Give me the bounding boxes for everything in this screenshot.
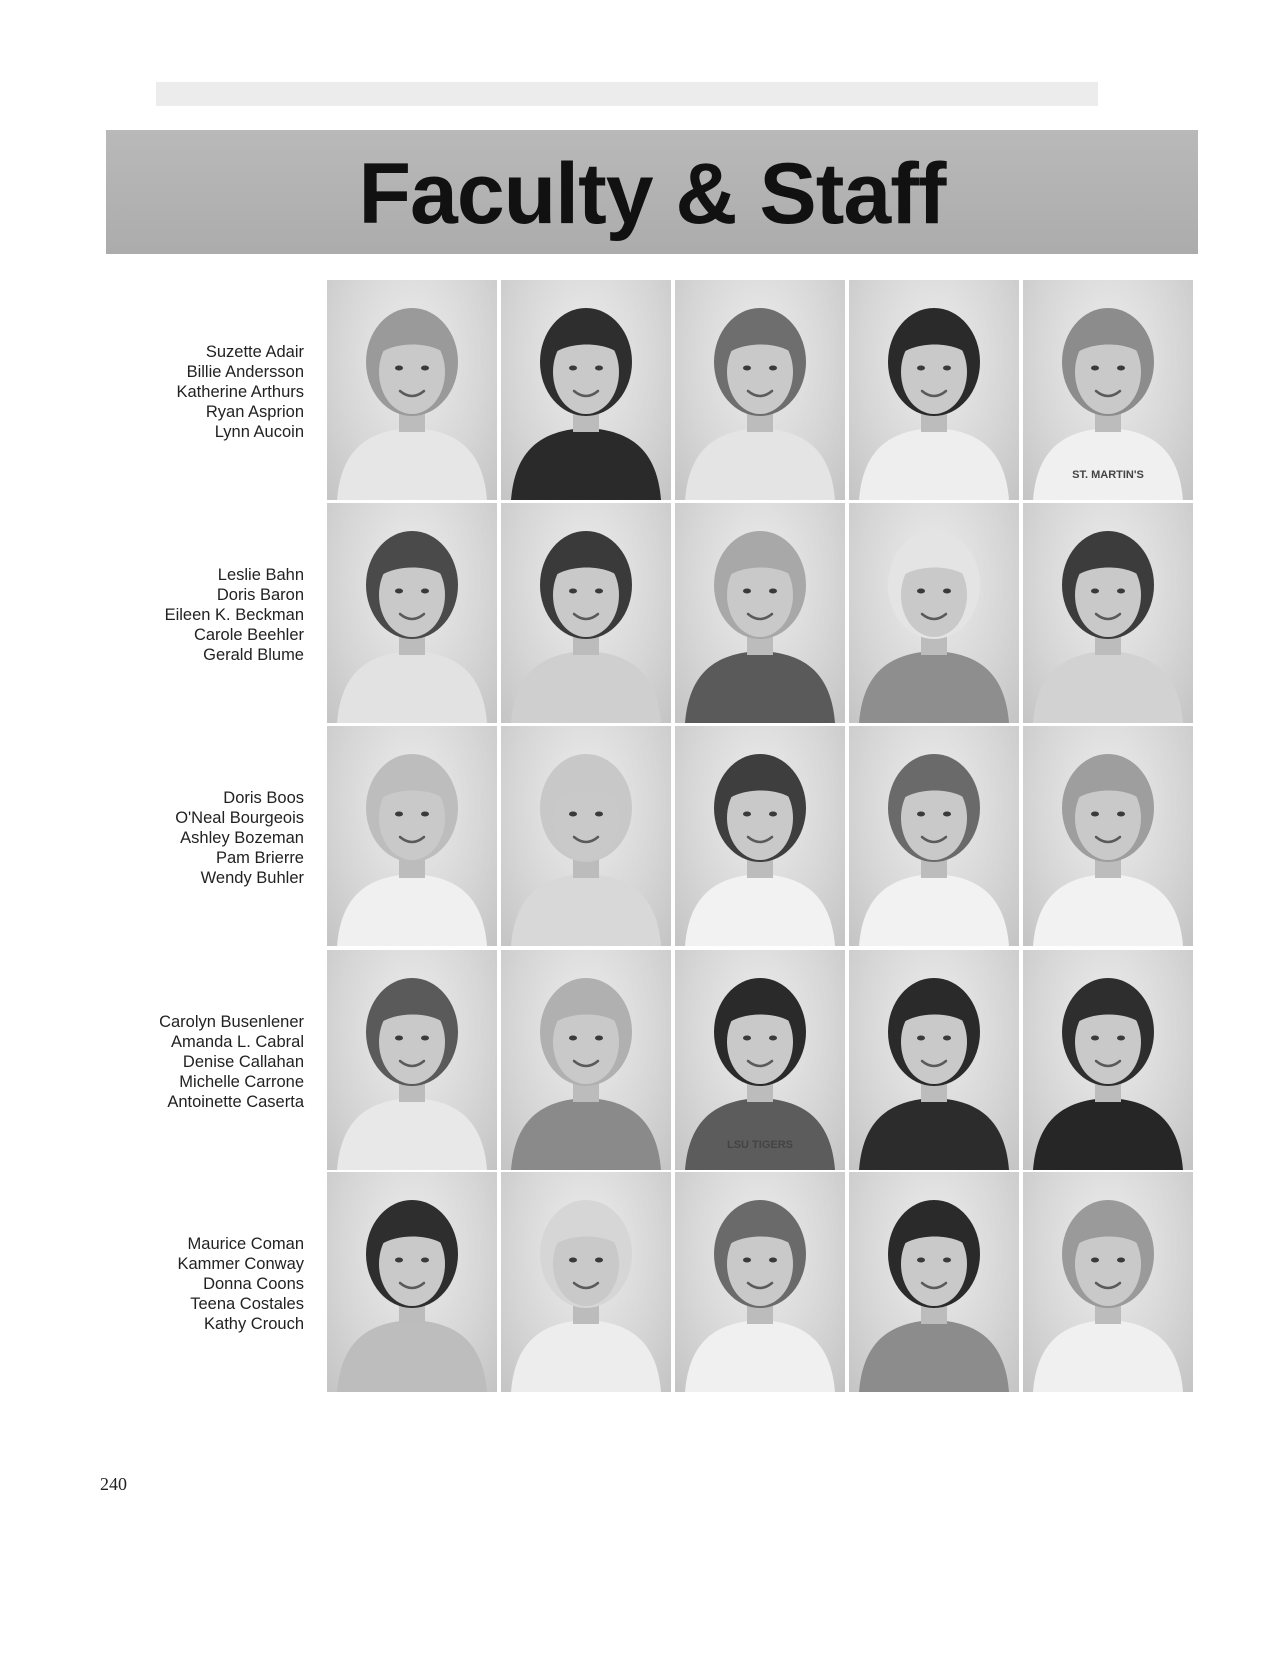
person-name: Carole Beehler (193, 626, 304, 644)
portrait-silhouette (1023, 1172, 1193, 1392)
portrait-silhouette (675, 950, 845, 1170)
person-name: Kammer Conway (177, 1255, 304, 1273)
person-name: Amanda L. Cabral (171, 1033, 304, 1051)
top-rule (156, 82, 1098, 106)
portrait-photo (675, 1172, 845, 1392)
portrait-silhouette (849, 1172, 1019, 1392)
name-list (100, 342, 304, 442)
portrait-photo (849, 503, 1019, 723)
portrait-silhouette (501, 950, 671, 1170)
portrait-silhouette (1023, 950, 1193, 1170)
portrait-silhouette (675, 1172, 845, 1392)
person-name: Donna Coons (203, 1275, 304, 1293)
person-name: Ryan Asprion (205, 403, 304, 421)
person-name: Denise Callahan (182, 1053, 304, 1071)
person-name: Gerald Blume (203, 646, 304, 664)
portrait-silhouette (1023, 503, 1193, 723)
shirt-logo-text: LSU TIGERS (726, 1139, 794, 1151)
person-name: Ashley Bozeman (180, 829, 304, 847)
portrait-silhouette (327, 950, 497, 1170)
portrait-photo (501, 726, 671, 946)
portrait-photo (501, 950, 671, 1170)
portrait-silhouette (675, 280, 845, 500)
person-name: Michelle Carrone (179, 1073, 304, 1091)
portrait-photo (1023, 950, 1193, 1170)
person-name: Eileen K. Beckman (164, 606, 304, 624)
shirt-logo-text: ST. MARTIN'S (1072, 469, 1144, 481)
portrait-photo (1023, 280, 1193, 500)
name-list (100, 1012, 304, 1112)
portrait-silhouette (501, 1172, 671, 1392)
person-name: Pam Brierre (215, 849, 304, 867)
person-name: Leslie Bahn (217, 566, 304, 584)
portrait-photo (675, 726, 845, 946)
portrait-row (0, 726, 1280, 946)
portrait-photo (327, 950, 497, 1170)
portrait-silhouette (501, 280, 671, 500)
portrait-photo (849, 280, 1019, 500)
portrait-silhouette (849, 950, 1019, 1170)
portrait-photo (1023, 503, 1193, 723)
portrait-photo (1023, 726, 1193, 946)
portrait-photo (327, 503, 497, 723)
person-name: Billie Andersson (186, 363, 304, 381)
portrait-silhouette (501, 503, 671, 723)
portrait-photo (501, 503, 671, 723)
portrait-photo (675, 280, 845, 500)
portrait-silhouette (849, 503, 1019, 723)
name-list (100, 565, 304, 665)
person-name: Lynn Aucoin (214, 423, 304, 441)
person-name: Antoinette Caserta (167, 1093, 304, 1111)
portrait-silhouette (501, 726, 671, 946)
portrait-silhouette (327, 1172, 497, 1392)
portrait-row (0, 950, 1280, 1170)
portrait-photo (849, 1172, 1019, 1392)
portrait-photo (675, 950, 845, 1170)
name-list (100, 788, 304, 888)
name-list (100, 1234, 304, 1334)
portrait-silhouette (849, 280, 1019, 500)
portrait-silhouette (675, 726, 845, 946)
title-banner (106, 130, 1198, 254)
portrait-silhouette (327, 503, 497, 723)
portrait-silhouette (327, 726, 497, 946)
portrait-silhouette (849, 726, 1019, 946)
portrait-photo (327, 726, 497, 946)
person-name: Teena Costales (190, 1295, 304, 1313)
person-name: O'Neal Bourgeois (175, 809, 304, 827)
portrait-silhouette (327, 280, 497, 500)
person-name: Doris Boos (223, 789, 304, 807)
portrait-photo (849, 726, 1019, 946)
person-name: Carolyn Busenlener (159, 1013, 304, 1031)
portrait-silhouette (1023, 280, 1193, 500)
person-name: Kathy Crouch (204, 1315, 304, 1333)
portrait-row (0, 503, 1280, 723)
portrait-photo (849, 950, 1019, 1170)
portrait-photo (1023, 1172, 1193, 1392)
portrait-photo (501, 280, 671, 500)
person-name: Doris Baron (216, 586, 304, 604)
portrait-silhouette (675, 503, 845, 723)
portrait-photo (327, 1172, 497, 1392)
portrait-row (0, 280, 1280, 500)
person-name: Maurice Coman (187, 1235, 304, 1253)
page-title: Faculty & Staff (358, 146, 946, 242)
portrait-photo (501, 1172, 671, 1392)
portrait-silhouette (1023, 726, 1193, 946)
portrait-photo (327, 280, 497, 500)
portrait-row (0, 1172, 1280, 1392)
person-name: Wendy Buhler (200, 869, 304, 887)
person-name: Suzette Adair (205, 343, 304, 361)
portrait-photo (675, 503, 845, 723)
person-name: Katherine Arthurs (176, 383, 304, 401)
page-number: 240 (100, 1474, 127, 1494)
